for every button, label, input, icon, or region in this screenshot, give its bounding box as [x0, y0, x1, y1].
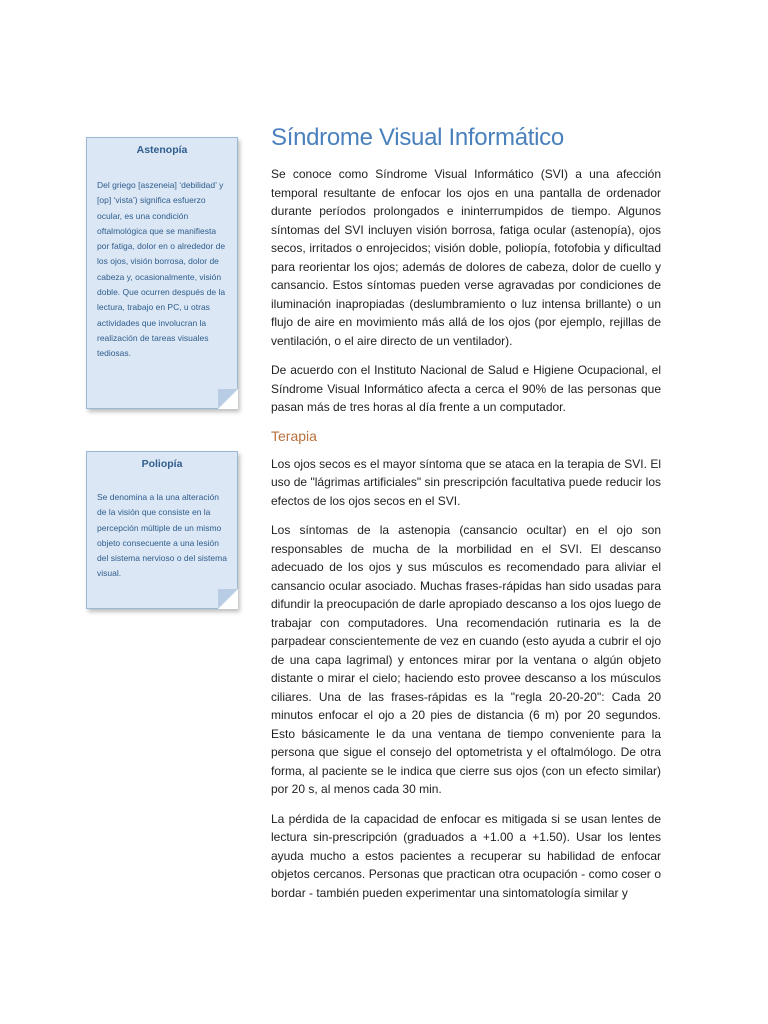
body-paragraph: Los síntomas de la astenopia (cansancio ocultar) en el ojo son responsables de mucha de la morbilidad en el SVI. El descanso adecuado de los ojos y sus músculos es recomendado para aliviar el cansancio ocular asociado. Muchas frases-rápidas han sido usadas para difundir la preocupación de darle apropiado descanso a los ojos luego de trabajar con computadores. Una recomendación rutinaria es la de parpadear conscientemente de vez en cuando (esto ayuda a cubrir el ojo de una capa lagrimal) y entonces mirar por la ventana o algún objeto distante o mirar el cielo; haciendo esto provee descanso a los músculos ciliares. Una de las frases-rápidas es la "regla 20-20-20": Cada 20 minutos enfocar el ojo a 20 pies de distancia (6 m) por 20 segundos. Esto básicamente le da una ventana de tiempo conveniente para la persona que sigue el consejo del optometrista y el oftalmólogo. De otra forma, al paciente se le indica que cierre sus ojos (con un efecto similar) por 20 s, al menos cada 30 min. — [271, 523, 661, 796]
body-paragraph: Los ojos secos es el mayor síntoma que se ataca en la terapia de SVI. El uso de "lágrimas artificiales" sin prescripción facultativa puede reducir los efectos de los ojos secos en el SVI. — [271, 456, 661, 508]
body-paragraph: Se conoce como Síndrome Visual Informático (SVI) a una afección temporal resultante de enfocar los ojos en una pantalla de ordenador durante períodos prolongados e ininterrumpidos de tiempo. Algunos síntomas del SVI incluyen visión borrosa, fatiga ocular (astenopía), ojos secos, irritados o enrojecidos; visión doble, poliopía, fotofobia y dificultad para reorientar los ojos; además de dolores de cabeza, dolor de cuello y cansancio. Estos síntomas pueden verse agravadas por condiciones de iluminación inapropiadas (deslumbramiento o luz intensa brillante) o un flujo de aire en movimiento más allá de los ojos (por ejemplo, rejillas de ventilación, o el aire directo de un ventilador). — [271, 167, 661, 348]
page-curl-decoration — [218, 589, 238, 609]
body-paragraph: De acuerdo con el Instituto Nacional de Salud e Higiene Ocupacional, el Síndrome Visual Informático afecta a cerca el 90% de las personas que pasan más de tres horas al día frente a un computador. — [271, 363, 661, 414]
page-curl-decoration — [218, 389, 238, 409]
sidebar-box-title: Poliopía — [141, 458, 183, 470]
main-article — [271, 120, 661, 902]
sidebar-box-body: Se denomina a la una alteración de la visión que consiste en la percepción múltiple de un mismo objeto consecuente a una lesión del sistema nervioso o del sistema visual. — [97, 492, 227, 579]
sidebar-box-poliopia — [86, 451, 238, 609]
section-heading: Terapia — [271, 427, 317, 444]
sidebar-box-title: Astenopía — [136, 144, 188, 156]
page-title: Síndrome Visual Informático — [271, 124, 564, 151]
sidebar-box-body: Del griego [aszeneia] ‘debilidad’ y [op] ‘vista’) significa esfuerzo ocular, es una condición oftalmológica que se manifiesta por fatiga, dolor en o alrededor de los ojos, visión borrosa, dolor de cabeza y, ocasionalmente, visión doble. Que ocurren después de la lectura, trabajo en PC, u otras actividades que involucran la realización de tareas visuales tediosas. — [97, 180, 226, 359]
body-paragraph: La pérdida de la capacidad de enfocar es mitigada si se usan lentes de lectura sin-prescripción (graduados a +1.00 a +1.50). Usar los lentes ayuda mucho a estos pacientes a recuperar su habilidad de enfocar objetos cercanos. Personas que practican otra ocupación - como coser o bordar - también pueden experimentar una sintomatología similar y — [271, 811, 661, 900]
sidebar-box-astenopia — [86, 137, 238, 409]
